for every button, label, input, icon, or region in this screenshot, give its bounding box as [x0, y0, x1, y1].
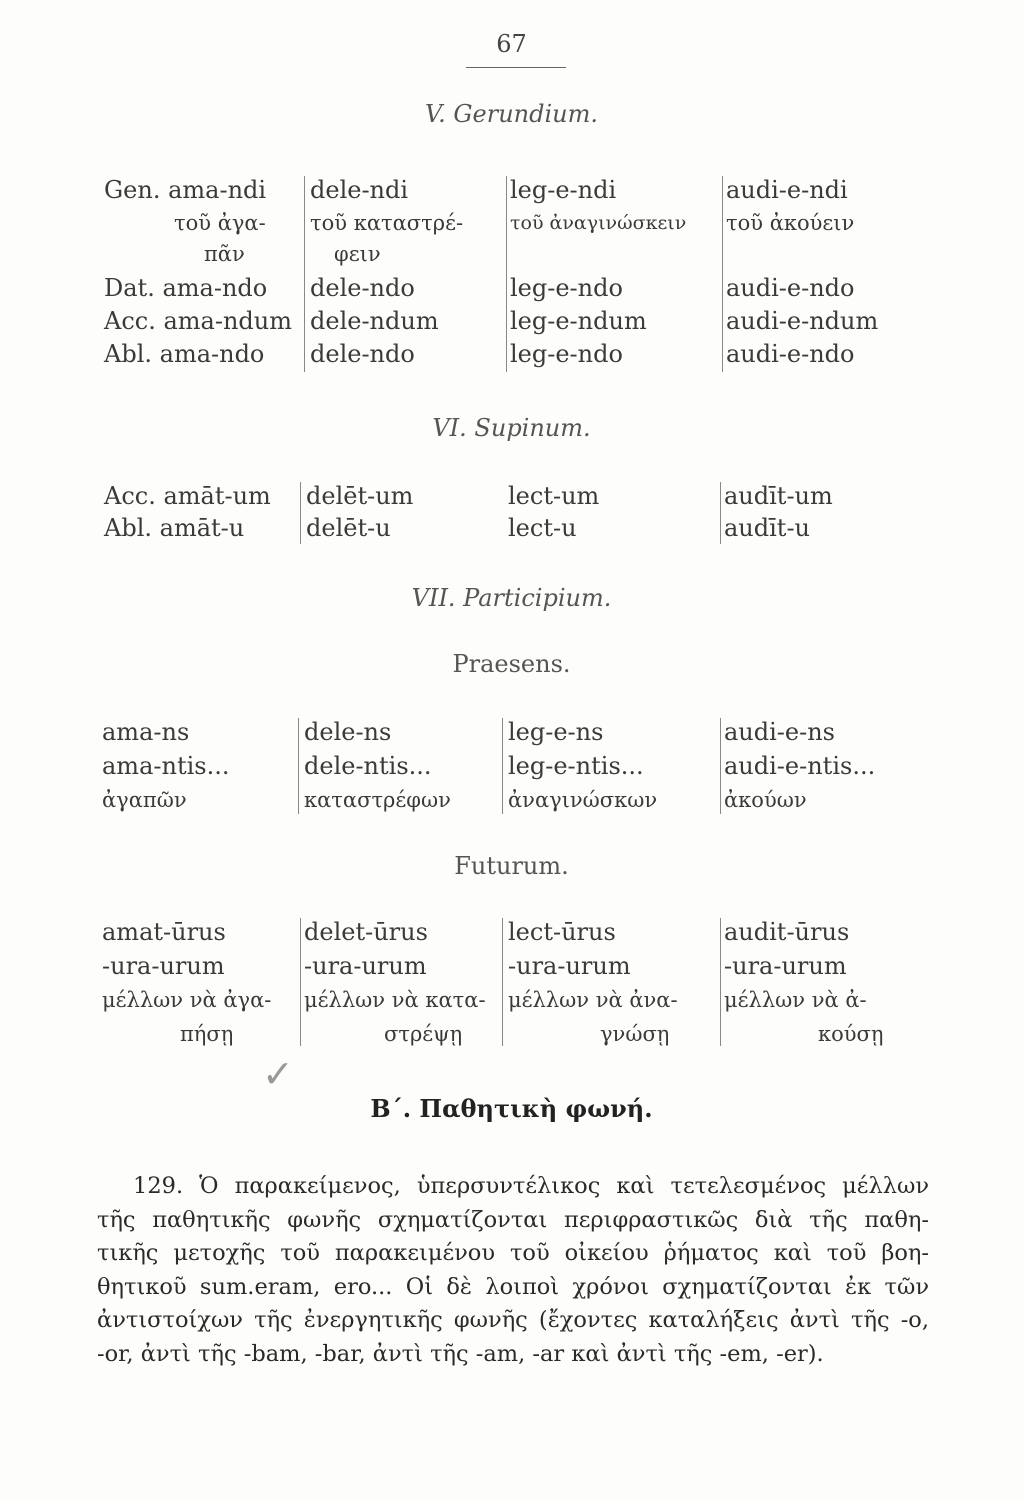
- table-cell: -ura-urum: [724, 952, 847, 980]
- table-cell: φειν: [334, 242, 381, 266]
- paragraph-line: -or, ἀντὶ τῆς -bam, -bar, ἀντὶ τῆς -am, -ar καὶ ἀντὶ τῆς -em, -er).: [97, 1340, 824, 1367]
- table-cell: μέλλων νὰ ἀγα-: [102, 988, 272, 1012]
- table-cell: audi-e-ndo: [726, 274, 855, 302]
- table-cell: lect-um: [508, 482, 600, 510]
- table-cell: leg-e-ndo: [510, 274, 623, 302]
- table-cell: lect-ūrus: [508, 918, 616, 946]
- table-cell: audi-e-ndum: [726, 307, 879, 335]
- column-divider: [300, 918, 301, 1046]
- table-cell: στρέψῃ: [384, 1022, 463, 1046]
- table-cell: ama-ntis...: [102, 752, 230, 780]
- subheading-futurum: Futurum.: [454, 852, 569, 880]
- table-cell: audīt-u: [724, 514, 811, 542]
- table-cell: τοῦ ἀκούειν: [726, 211, 855, 235]
- section-heading-supinum-text: VI. Supinum.: [432, 414, 591, 442]
- table-cell: delet-ūrus: [304, 918, 428, 946]
- table-cell: πήσῃ: [180, 1022, 234, 1046]
- table-cell: Abl. amāt-u: [104, 514, 245, 542]
- paragraph-line: τικῆς μετοχῆς τοῦ παρακειμένου τοῦ οἰκείου ῥήματος καὶ τοῦ βοη-: [97, 1240, 929, 1266]
- column-divider: [298, 718, 299, 814]
- column-divider: [502, 918, 503, 1046]
- table-cell: ἀκούων: [724, 788, 807, 812]
- table-cell: audi-e-ntis...: [724, 752, 876, 780]
- paragraph-129: [97, 1170, 929, 1371]
- column-divider: [720, 918, 721, 1046]
- column-divider: [506, 176, 507, 372]
- table-cell: audīt-um: [724, 482, 833, 510]
- passive-voice-heading: Β΄. Παθητικὴ φωνή.: [370, 1094, 653, 1123]
- table-cell: ἀναγινώσκων: [508, 788, 658, 812]
- table-cell: Gen. ama-ndi: [104, 176, 267, 204]
- section-heading-gerundium-text: V. Gerundium.: [424, 100, 599, 128]
- table-cell: μέλλων νὰ ἀνα-: [508, 988, 678, 1012]
- table-cell: -ura-urum: [304, 952, 427, 980]
- table-cell: dele-ndo: [310, 340, 415, 368]
- table-cell: τοῦ ἀγα-: [174, 211, 266, 235]
- table-cell: μέλλων νὰ ἀ-: [724, 988, 867, 1012]
- table-cell: delēt-um: [306, 482, 414, 510]
- table-cell: dele-ntis...: [304, 752, 432, 780]
- subheading-praesens: Praesens.: [452, 650, 571, 678]
- section-heading-gerundium: [0, 100, 1023, 128]
- paragraph-line: 129. Ὁ παρακείμενος, ὑπερσυντέλικος καὶ τετελεσμένος μέλλων: [133, 1173, 929, 1199]
- table-cell: κούσῃ: [818, 1022, 884, 1046]
- table-cell: amat-ūrus: [102, 918, 226, 946]
- table-cell: καταστρέφων: [304, 788, 451, 812]
- table-cell: dele-ndi: [310, 176, 409, 204]
- section-heading-supinum: [0, 414, 1023, 442]
- table-cell: leg-e-ndo: [510, 340, 623, 368]
- table-cell: -ura-urum: [102, 952, 225, 980]
- table-cell: audit-ūrus: [724, 918, 850, 946]
- page-number-rule: [466, 67, 566, 68]
- paragraph-line: θητικοῦ sum.eram, ero... Οἱ δὲ λοιποὶ χρόνοι σχηματίζονται ἐκ τῶν: [97, 1273, 929, 1300]
- column-divider: [720, 718, 721, 814]
- table-cell: τοῦ καταστρέ-: [310, 211, 464, 235]
- column-divider: [720, 482, 721, 544]
- table-cell: lect-u: [508, 514, 577, 542]
- table-cell: leg-e-ndi: [510, 176, 617, 204]
- table-cell: -ura-urum: [508, 952, 631, 980]
- table-cell: audi-e-ndo: [726, 340, 855, 368]
- column-divider: [502, 718, 503, 814]
- column-divider: [304, 176, 305, 372]
- table-cell: Abl. ama-ndo: [104, 340, 265, 368]
- section-heading-participium: [0, 584, 1023, 612]
- pencil-checkmark-icon: ✓: [262, 1052, 294, 1096]
- table-cell: audi-e-ns: [724, 718, 835, 746]
- table-cell: Acc. ama-ndum: [104, 307, 292, 335]
- paragraph-line: τῆς παθητικῆς φωνῆς σχηματίζονται περιφραστικῶς διὰ τῆς παθη-: [97, 1206, 929, 1233]
- table-cell: πᾶν: [204, 242, 245, 266]
- table-cell: μέλλων νὰ κατα-: [304, 988, 486, 1012]
- table-cell: Acc. amāt-um: [104, 482, 271, 510]
- table-cell: dele-ns: [304, 718, 392, 746]
- table-cell: leg-e-ns: [508, 718, 604, 746]
- table-cell: τοῦ ἀναγινώσκειν: [510, 212, 687, 234]
- table-cell: ama-ns: [102, 718, 190, 746]
- table-cell: leg-e-ntis...: [508, 752, 644, 780]
- table-cell: ἀγαπῶν: [102, 788, 187, 812]
- section-heading-participium-text: VII. Participium.: [411, 584, 612, 612]
- table-cell: dele-ndo: [310, 274, 415, 302]
- table-cell: audi-e-ndi: [726, 176, 848, 204]
- page-number: 67: [496, 30, 527, 58]
- column-divider: [722, 176, 723, 372]
- table-cell: Dat. ama-ndo: [104, 274, 268, 302]
- paragraph-line: ἀντιστοίχων τῆς ἐνεργητικῆς φωνῆς (ἔχοντες καταλήξεις ἀντὶ τῆς -o,: [97, 1307, 929, 1333]
- table-cell: leg-e-ndum: [510, 307, 647, 335]
- table-cell: dele-ndum: [310, 307, 439, 335]
- table-cell: delēt-u: [306, 514, 391, 542]
- table-cell: γνώσῃ: [600, 1022, 670, 1046]
- column-divider: [300, 482, 301, 544]
